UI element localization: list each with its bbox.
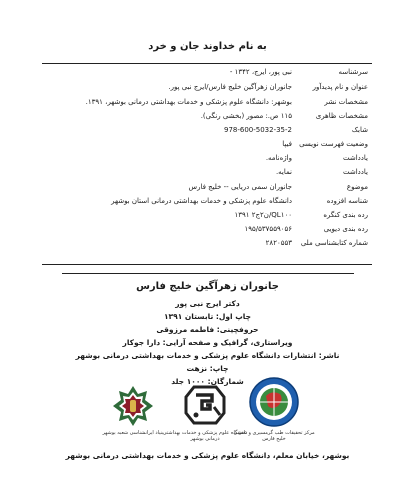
catalog-row — [42, 81, 372, 93]
catalog-value: واژه‌نامه. — [265, 154, 292, 162]
catalog-value: نبی پور، ایرج، ۱۳۴۲ - — [229, 68, 292, 76]
catalog-value: ۱۱۵ ص.: مصور (بخشی رنگی). — [200, 112, 292, 120]
catalog-label: عنوان و نام پدیدآور — [312, 83, 368, 91]
catalog-row — [42, 138, 372, 150]
catalog-value: نمایه. — [275, 168, 292, 176]
research-center-caption: مرکز تحقیقات طب گرمسیری و عفونی خلیج فارس — [233, 430, 315, 442]
edition-line: چاپ اول: تابستان ۱۳۹۱ — [163, 312, 251, 321]
catalog-label: سرشناسه — [338, 68, 368, 76]
catalog-row — [42, 195, 372, 207]
catalog-label: شابک — [351, 126, 368, 134]
catalog-row — [42, 209, 372, 221]
catalog-row — [42, 96, 372, 108]
printer-line: چاپ: نزهت — [186, 364, 229, 373]
isbn-value: 978-600-5032-35-2 — [223, 126, 292, 134]
catalog-label: وضعیت فهرست نویسی — [299, 140, 368, 148]
catalog-label: مشخصات ظاهری — [315, 112, 368, 120]
catalog-row — [42, 237, 372, 249]
catalog-value: ۱۹۵/۵۳۷۵۵۹۰۵۶ — [244, 225, 292, 233]
author-line: دکتر ایرج نبی پور — [175, 299, 240, 308]
star-emblem-icon — [112, 385, 154, 427]
section-divider — [62, 273, 354, 274]
university-emblem-icon — [182, 383, 228, 427]
publisher-address: بوشهر، خیابان معلم، دانشگاه علوم پزشکی و خدمات بهداشتی درمانی بوشهر — [65, 451, 350, 460]
catalog-label: یادداشت — [343, 154, 368, 162]
catalog-value: QL۱۰۰/ن۲ج۲ ۱۳۹۱ — [234, 211, 292, 219]
catalog-row — [42, 110, 372, 122]
catalog-row — [42, 223, 372, 235]
publisher-line: ناشر: انتشارات دانشگاه علوم پزشکی و خدمات بهداشتی درمانی بوشهر — [75, 351, 340, 360]
catalog-value: دانشگاه علوم پزشکی و خدمات بهداشتی درمانی استان بوشهر — [111, 197, 292, 205]
catalog-value: بوشهر: دانشگاه علوم پزشکی و خدمات بهداشتی درمانی بوشهر، ۱۳۹۱. — [85, 98, 292, 106]
catalog-value: فیپا — [282, 140, 292, 148]
catalog-label: رده بندی دیویی — [323, 225, 368, 233]
book-title: جانوران زهرآگین خلیج فارس — [136, 281, 279, 292]
research-center-globe-icon — [248, 376, 300, 428]
circulation-line: شمارگان: ۱۰۰۰ جلد — [171, 377, 244, 386]
catalog-label: شماره کتابشناسی ملی — [300, 239, 368, 247]
typesetting-line: حروفچینی: فاطمه مرزوقی — [156, 325, 259, 334]
catalog-label: یادداشت — [343, 168, 368, 176]
catalog-record — [42, 63, 372, 265]
catalog-value: جانوران زهرآگین خلیج فارس/ایرج نبی پور. — [168, 83, 292, 91]
catalog-row — [42, 124, 372, 136]
catalog-label: موضوع — [346, 183, 368, 191]
catalog-value: ۲۸۲۰۵۵۳ — [265, 239, 292, 247]
catalog-row — [42, 152, 372, 164]
catalog-value: جانوران سمی دریایی -- خلیج فارس — [188, 183, 292, 191]
editing-line: ویراستاری، گرافیک و صفحه آرایی: دارا جوکار — [122, 338, 293, 347]
catalog-label: مشخصات نشر — [324, 98, 368, 106]
page-title: به نام خداوند جان و خرد — [148, 41, 267, 52]
catalog-bottom-rule — [42, 264, 372, 265]
university-emblem-caption: دانشگاه علوم پزشکی و خدمات بهداشتی درمانی بوشهر — [162, 430, 248, 442]
star-emblem-caption: بنیاد ایرانشناسی شعبه بوشهر — [102, 430, 164, 436]
catalog-row — [42, 181, 372, 193]
catalog-top-rule — [42, 63, 372, 64]
catalog-row — [42, 66, 372, 78]
catalog-label: رده بندی کنگره — [323, 211, 368, 219]
catalog-row — [42, 166, 372, 178]
catalog-label: شناسه افزوده — [326, 197, 368, 205]
